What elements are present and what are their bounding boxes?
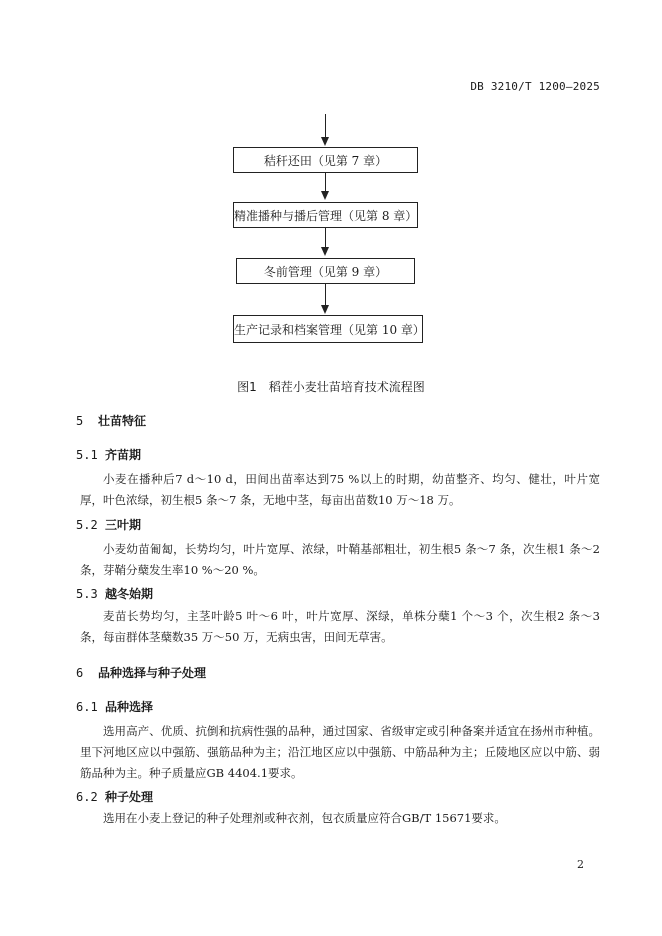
section-number: 5.1 — [76, 448, 98, 462]
paragraph-5-2: 小麦幼苗匍匐，长势均匀，叶片宽厚、浓绿，叶鞘基部粗壮，初生根5 条～7 条，次生根1 条～2条，芽鞘分蘖发生率10 %～20 %。 — [80, 542, 600, 577]
section-title: 品种选择与种子处理 — [98, 666, 207, 680]
paragraph-6-1: 选用高产、优质、抗倒和抗病性强的品种，通过国家、省级审定或引种备案并适宜在扬州市种植。里下河地区应以中强筋、强筋品种为主；沿江地区应以中强筋、中筋品种为主；丘陵地区应以中筋、弱筋品种为主。种子质量应GB 4404.1要求。 — [80, 724, 600, 780]
section-title: 三叶期 — [105, 518, 142, 532]
section-number: 5.3 — [76, 587, 98, 601]
section-title: 越冬始期 — [105, 587, 154, 601]
flow-box-straw-return: 秸秆还田（见第 7 章） — [233, 147, 418, 173]
section-number: 5 — [76, 414, 84, 428]
section-heading-5-3 — [76, 585, 153, 602]
document-code: DB 3210/T 1200—2025 — [470, 80, 600, 93]
section-title: 种子处理 — [105, 790, 154, 804]
section-heading-5-1 — [76, 446, 141, 463]
section-number: 6.1 — [76, 700, 98, 714]
section-number: 5.2 — [76, 518, 98, 532]
section-heading-6-2 — [76, 788, 153, 805]
section-title: 齐苗期 — [105, 448, 142, 462]
paragraph-5-1: 小麦在播种后7 d～10 d，田间出苗率达到75 %以上的时期，幼苗整齐、均匀、健壮，叶片宽厚，叶色浓绿，初生根5 条～7 条，无地中茎，每亩出苗数10 万～18 万。 — [80, 472, 600, 507]
section-title: 品种选择 — [105, 700, 154, 714]
section-heading-5-2 — [76, 516, 141, 533]
section-number: 6.2 — [76, 790, 98, 804]
flow-box-winter: 冬前管理（见第 9 章） — [236, 258, 415, 284]
section-heading-6-1 — [76, 698, 153, 715]
figure-caption: 图1 稻茬小麦壮苗培育技术流程图 — [237, 380, 425, 394]
section-heading-6 — [76, 664, 206, 681]
paragraph-6-2: 选用在小麦上登记的种子处理剂或种衣剂，包衣质量应符合GB/T 15671要求。 — [103, 811, 506, 825]
section-title: 壮苗特征 — [98, 414, 147, 428]
flow-box-sowing: 精准播种与播后管理（见第 8 章） — [233, 202, 418, 228]
paragraph-5-3: 麦苗长势均匀，主茎叶龄5 叶～6 叶，叶片宽厚、深绿，单株分蘖1 个～3 个，次生根2 条～3 条，每亩群体茎蘖数35 万～50 万，无病虫害，田间无草害。 — [80, 609, 600, 644]
flow-box-records: 生产记录和档案管理（见第 10 章） — [233, 315, 423, 343]
page-number: 2 — [577, 858, 584, 871]
section-number: 6 — [76, 666, 84, 680]
section-heading-5 — [76, 412, 146, 429]
